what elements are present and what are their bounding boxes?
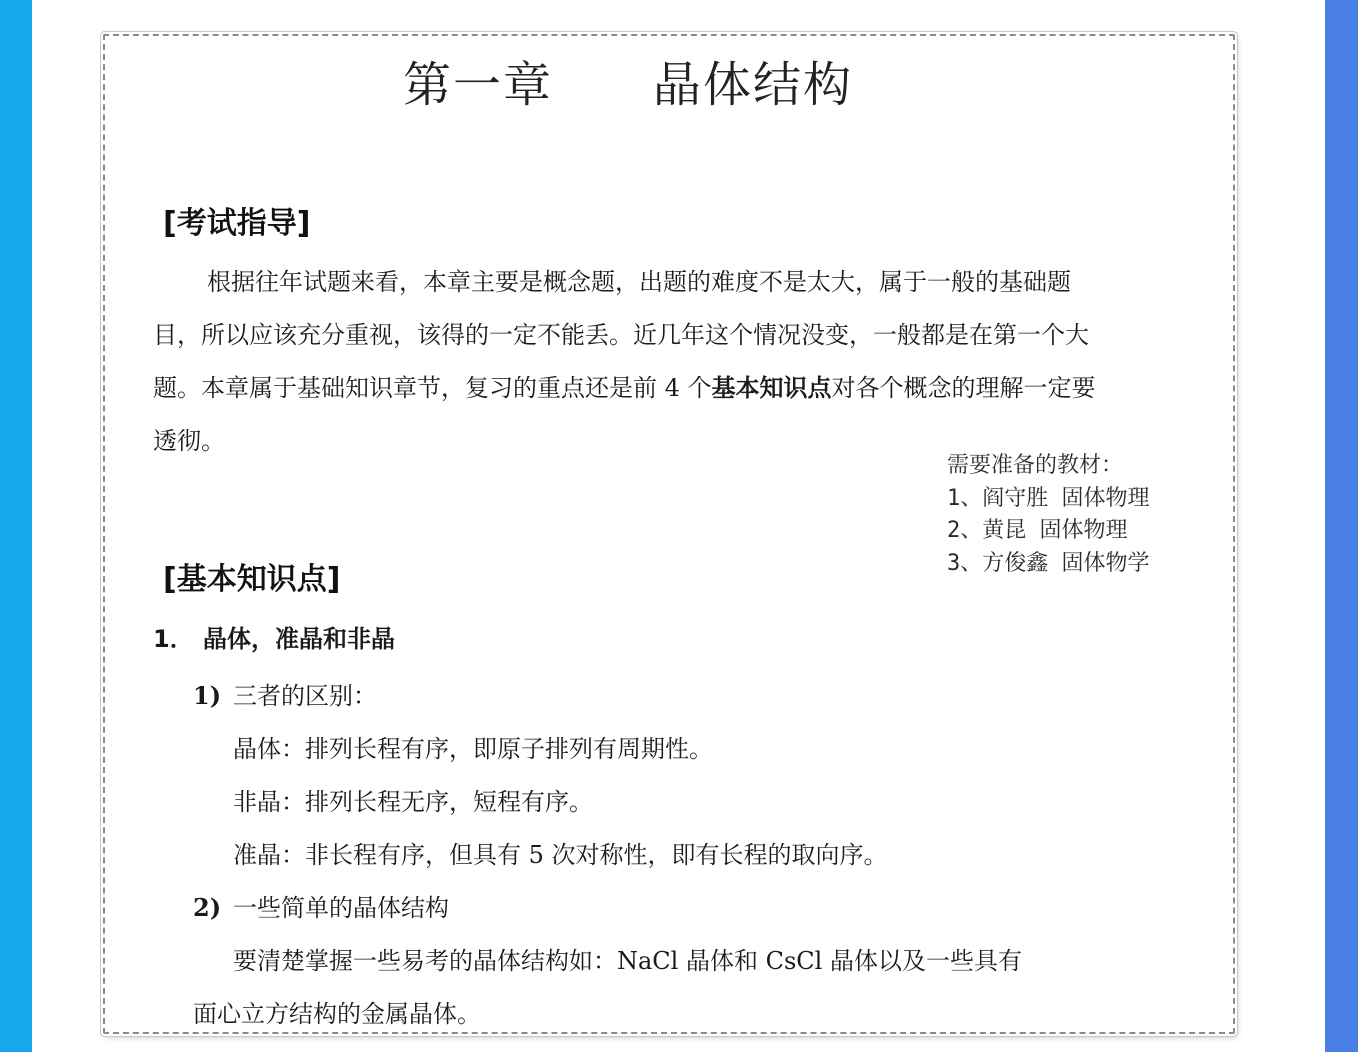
- exam-guide-paragraph: [153, 256, 1103, 468]
- sub-1-heading: [193, 676, 377, 711]
- left-background-bar: [0, 0, 32, 1052]
- document-page: [103, 34, 1235, 1034]
- sub-2-heading: [193, 888, 449, 923]
- textbook-item: 3、方俊鑫 固体物学: [947, 550, 1150, 576]
- right-background-bar: [1325, 0, 1358, 1052]
- exam-guide-text-end: 对各个概念的理解一定要透彻。: [153, 374, 1096, 455]
- sub-2-number: 2): [193, 893, 222, 922]
- quasicrystal-definition: 准晶：非长程有序，但具有 5 次对称性，即有长程的取向序。: [233, 841, 888, 869]
- item-1-heading: [153, 619, 395, 654]
- sub-2-text-line: 面心立方结构的金属晶体。: [193, 1000, 481, 1028]
- sub-2-title: 一些简单的晶体结构: [233, 894, 449, 922]
- chapter-title: 第一章 晶体结构: [403, 57, 854, 113]
- textbook-note: [947, 450, 1150, 580]
- amorphous-definition: 非晶：排列长程无序，短程有序。: [233, 788, 593, 816]
- sub-1-number: 1): [193, 681, 222, 710]
- sub-1-title: 三者的区别：: [233, 682, 377, 710]
- textbook-note-heading: 需要准备的教材：: [947, 453, 1124, 478]
- exam-guide-text: 根据往年试题来看，本章主要是概念题，出题的难度不是太大，属于一般的基础题目，所以应该充分重视，该得的一定不能丢。近几年这个情况没变，一般都是在第一个大题。本章属于基础知识章节，复习的重点还是前 4 个: [153, 268, 1089, 402]
- textbook-item: 2、黄昆 固体物理: [947, 518, 1128, 543]
- basic-knowledge-emphasis: 基本知识点: [711, 374, 832, 402]
- item-1-title: 晶体，准晶和非晶: [203, 625, 395, 653]
- basic-knowledge-heading: [基本知识点]: [163, 562, 341, 597]
- textbook-item: 1、阎守胜 固体物理: [947, 485, 1150, 511]
- sub-2-text-line: 要清楚掌握一些易考的晶体结构如：NaCl 晶体和 CsCl 晶体以及一些具有: [233, 947, 1022, 975]
- crystal-definition: 晶体：排列长程有序，即原子排列有周期性。: [233, 735, 713, 763]
- item-1-number: 1．: [153, 625, 194, 653]
- exam-guide-heading: [考试指导]: [163, 206, 311, 241]
